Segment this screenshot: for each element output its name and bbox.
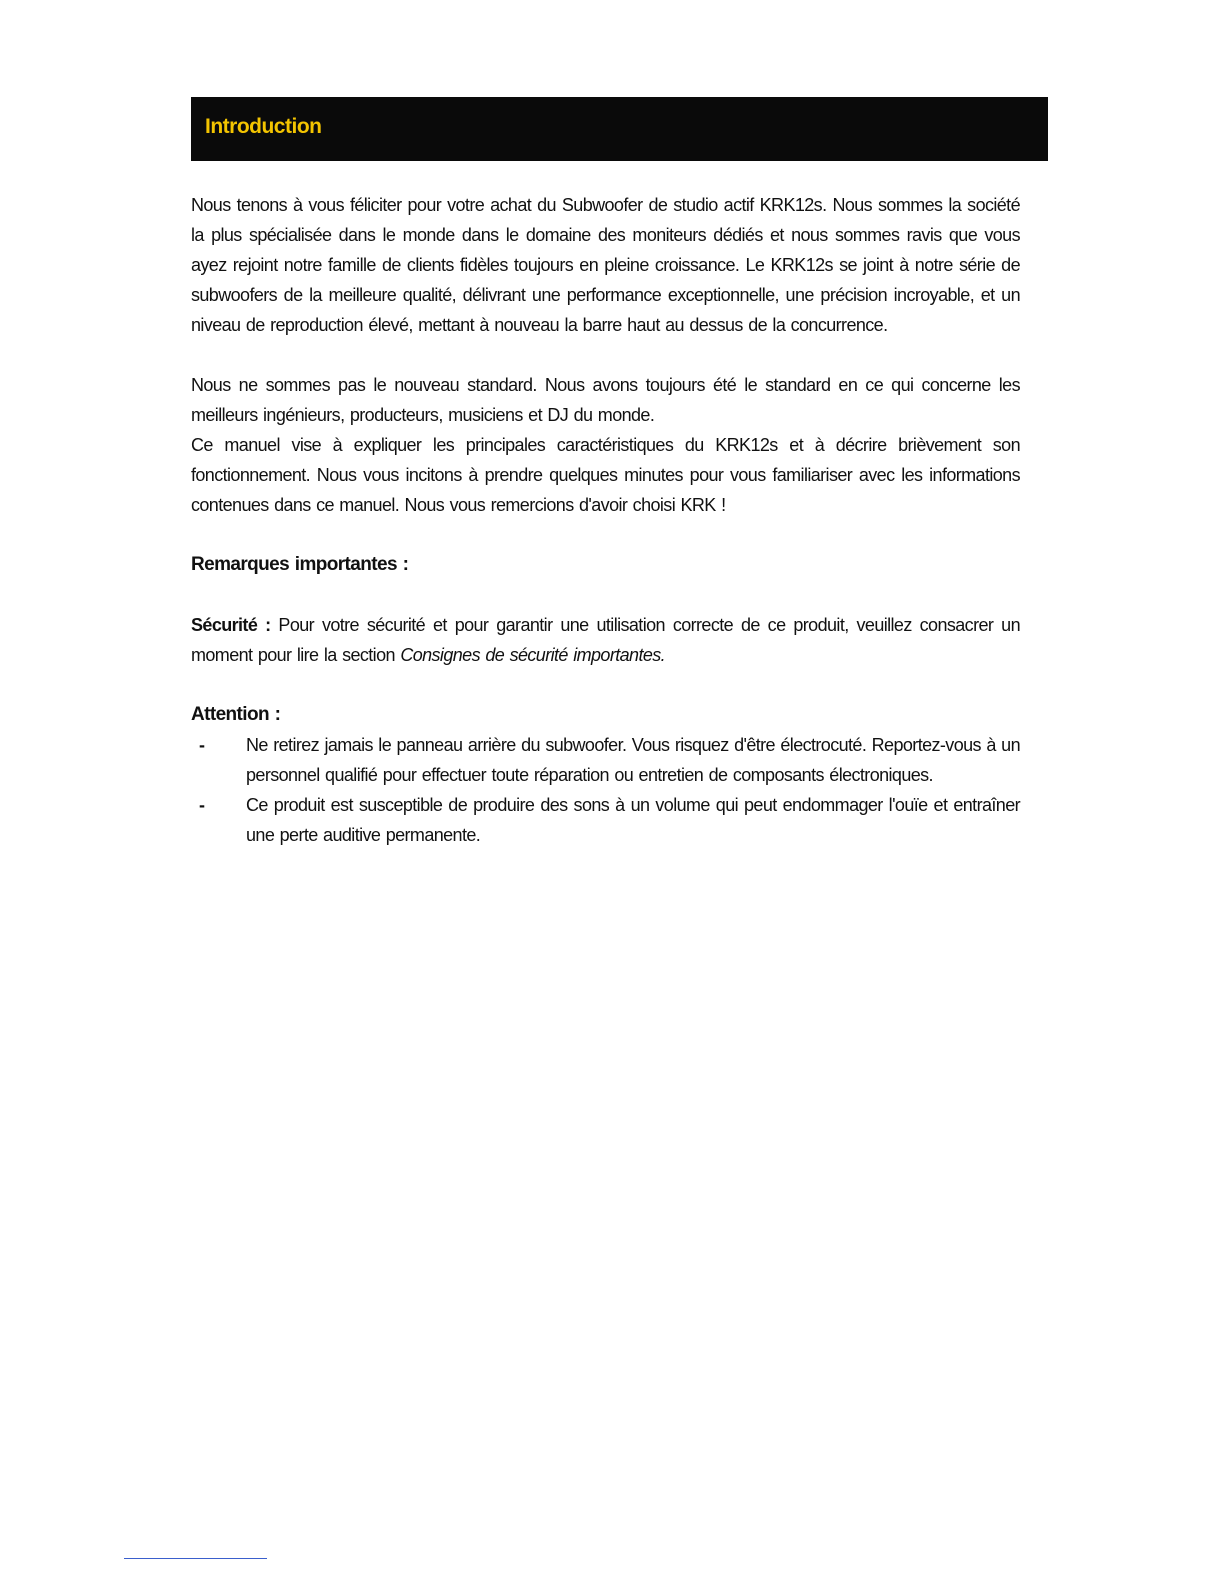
- section-header-bar: [191, 97, 1048, 161]
- bullet-dash: -: [199, 735, 205, 755]
- footnote-separator: [124, 1558, 267, 1559]
- attention-heading: Attention :: [191, 704, 281, 725]
- safety-section-reference: Consignes de sécurité importantes.: [400, 645, 666, 665]
- spacer: [191, 520, 1020, 550]
- list-item: [191, 730, 1020, 790]
- spacer: [191, 580, 1020, 610]
- section-title: Introduction: [205, 115, 322, 138]
- intro-paragraph-1: Nous tenons à vous féliciter pour votre achat du Subwoofer de studio actif KRK12s. Nous sommes la société la plus spécialisée dans le monde dans le domaine des moniteurs dédiés et nous sommes ravis que vous ayez rejoint notre famille de clients fidèles toujours en pleine croissance. Le KRK12s se joint à notre série de subwoofers de la meilleure qualité, délivrant une performance exceptionnelle, une précision incroyable, et un niveau de reproduction élevé, mettant à nouveau la barre haut au dessus de la concurrence.: [191, 195, 1020, 335]
- safety-label: Sécurité :: [191, 615, 271, 635]
- safety-paragraph: [191, 610, 1020, 670]
- remarks-heading: Remarques importantes :: [191, 554, 409, 575]
- spacer: [191, 670, 1020, 700]
- intro-paragraph-2: Nous ne sommes pas le nouveau standard. Nous avons toujours été le standard en ce qui concerne les meilleurs ingénieurs, producteurs, musiciens et DJ du monde.: [191, 375, 1020, 425]
- spacer: [191, 340, 1020, 370]
- bullet-dash: -: [199, 795, 205, 815]
- list-item-text: Ce produit est susceptible de produire des sons à un volume qui peut endommager l'ouïe et entraîner une perte auditive permanente.: [246, 795, 1020, 845]
- document-body: [191, 190, 1020, 850]
- safety-text: Pour votre sécurité et pour garantir une utilisation correcte de ce produit, veuillez consacrer un moment pour lire la section: [191, 615, 1020, 665]
- attention-list: [191, 730, 1020, 850]
- intro-paragraph-3: Ce manuel vise à expliquer les principales caractéristiques du KRK12s et à décrire brièvement son fonctionnement. Nous vous incitons à prendre quelques minutes pour vous familiariser avec les informations contenues dans ce manuel. Nous vous remercions d'avoir choisi KRK !: [191, 435, 1020, 515]
- list-item-text: Ne retirez jamais le panneau arrière du subwoofer. Vous risquez d'être électrocuté. Reportez-vous à un personnel qualifié pour effectuer toute réparation ou entretien de composants électroniques.: [246, 735, 1020, 785]
- list-item: [191, 790, 1020, 850]
